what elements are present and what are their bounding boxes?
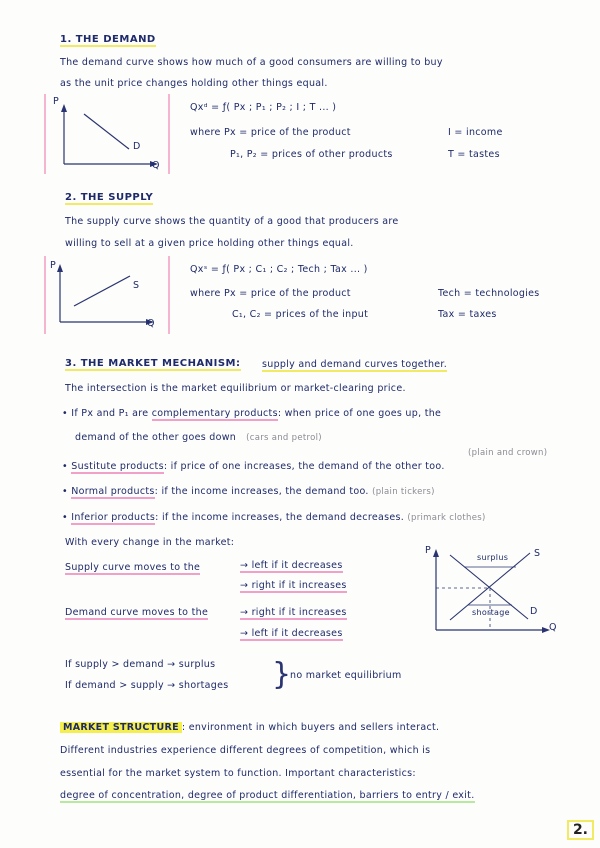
section-1-title: 1. THE DEMAND xyxy=(60,34,156,45)
surplus-condition: If supply > demand → surplus xyxy=(65,659,216,670)
page-number: 2. xyxy=(567,820,594,840)
bullet-inferior: • Inferior products: if the income increases, the demand decreases. (primark clothes) xyxy=(62,512,486,523)
market-graph-surplus: surplus xyxy=(477,553,509,562)
supply-left: → left if it decreases xyxy=(240,560,343,571)
bullet-normal: • Normal products: if the income increases, the demand too. (plain tickers) xyxy=(62,486,435,497)
market-graph-q-label: Q xyxy=(549,622,557,633)
supply-right: → right if it increases xyxy=(240,580,347,591)
supply-definition-line-2: willing to sell at a given price holding other things equal. xyxy=(65,238,354,249)
market-graph-d-label: D xyxy=(530,606,538,617)
supply-function: Qxˢ = ƒ( Px ; C₁ ; C₂ ; Tech ; Tax ... ) xyxy=(190,264,368,275)
supply-graph-q-label: Q xyxy=(147,318,155,329)
demand-where-px: where Px = price of the product xyxy=(190,127,351,138)
demand-definition-line-2: as the unit price changes holding other things equal. xyxy=(60,78,328,89)
shortage-condition: If demand > supply → shortages xyxy=(65,680,229,691)
section-3-subtitle: supply and demand curves together. xyxy=(262,359,448,370)
market-change-line: With every change in the market: xyxy=(65,537,235,548)
demand-graph-p-label: P xyxy=(53,96,60,107)
supply-where-px: where Px = price of the product xyxy=(190,288,351,299)
supply-where-tax: Tax = taxes xyxy=(438,309,497,320)
supply-graph-p-label: P xyxy=(50,260,57,271)
supply-definition-line-1: The supply curve shows the quantity of a good that producers are xyxy=(65,216,399,227)
substitute-example: (plain and crown) xyxy=(468,448,548,458)
demand-graph-d-label: D xyxy=(133,141,141,152)
bullet-complementary: • If Px and P₁ are complementary products: when price of one goes up, the xyxy=(62,408,442,419)
market-structure-line-2: Different industries experience different degrees of competition, which is xyxy=(60,745,431,756)
demand-curve-moves: Demand curve moves to the xyxy=(65,607,209,618)
section-2-title: 2. THE SUPPLY xyxy=(65,192,154,203)
market-structure-line-3: essential for the market system to function. Important characteristics: xyxy=(60,768,416,779)
supply-graph-s-label: S xyxy=(133,280,140,291)
demand-where-income: I = income xyxy=(448,127,503,138)
market-graph-shortage: shortage xyxy=(472,608,510,617)
bullet-complementary-cont: demand of the other goes down (cars and petrol) xyxy=(75,432,322,443)
supply-where-input: C₁, C₂ = prices of the input xyxy=(232,309,369,320)
no-equilibrium-label: no market equilibrium xyxy=(290,670,402,681)
market-graph-s-label: S xyxy=(534,548,541,559)
demand-definition-line-1: The demand curve shows how much of a good consumers are willing to buy xyxy=(60,57,443,68)
demand-left: → left if it decreases xyxy=(240,628,343,639)
market-structure-title: MARKET STRUCTURE xyxy=(60,722,182,733)
demand-right: → right if it increases xyxy=(240,607,347,618)
demand-function: Qxᵈ = ƒ( Px ; P₁ ; P₂ ; I ; T ... ) xyxy=(190,102,337,113)
condition-brace: } xyxy=(272,657,292,692)
market-graph-p-label: P xyxy=(425,545,432,556)
supply-where-tech: Tech = technologies xyxy=(438,288,540,299)
bullet-substitute: • Sustitute products: if price of one increases, the demand of the other too. xyxy=(62,461,445,472)
market-structure-line-4: degree of concentration, degree of product differentiation, barriers to entry / exit. xyxy=(60,790,475,801)
market-structure-line-1: MARKET STRUCTURE : environment in which buyers and sellers interact. xyxy=(60,722,439,733)
section-3-title: 3. THE MARKET MECHANISM: xyxy=(65,358,241,369)
demand-where-tastes: T = tastes xyxy=(448,149,500,160)
demand-graph-q-label: Q xyxy=(152,160,160,171)
supply-curve-moves: Supply curve moves to the xyxy=(65,562,201,573)
demand-where-prices: P₁, P₂ = prices of other products xyxy=(230,149,393,160)
market-equilibrium-line: The intersection is the market equilibrium or market-clearing price. xyxy=(65,383,406,394)
